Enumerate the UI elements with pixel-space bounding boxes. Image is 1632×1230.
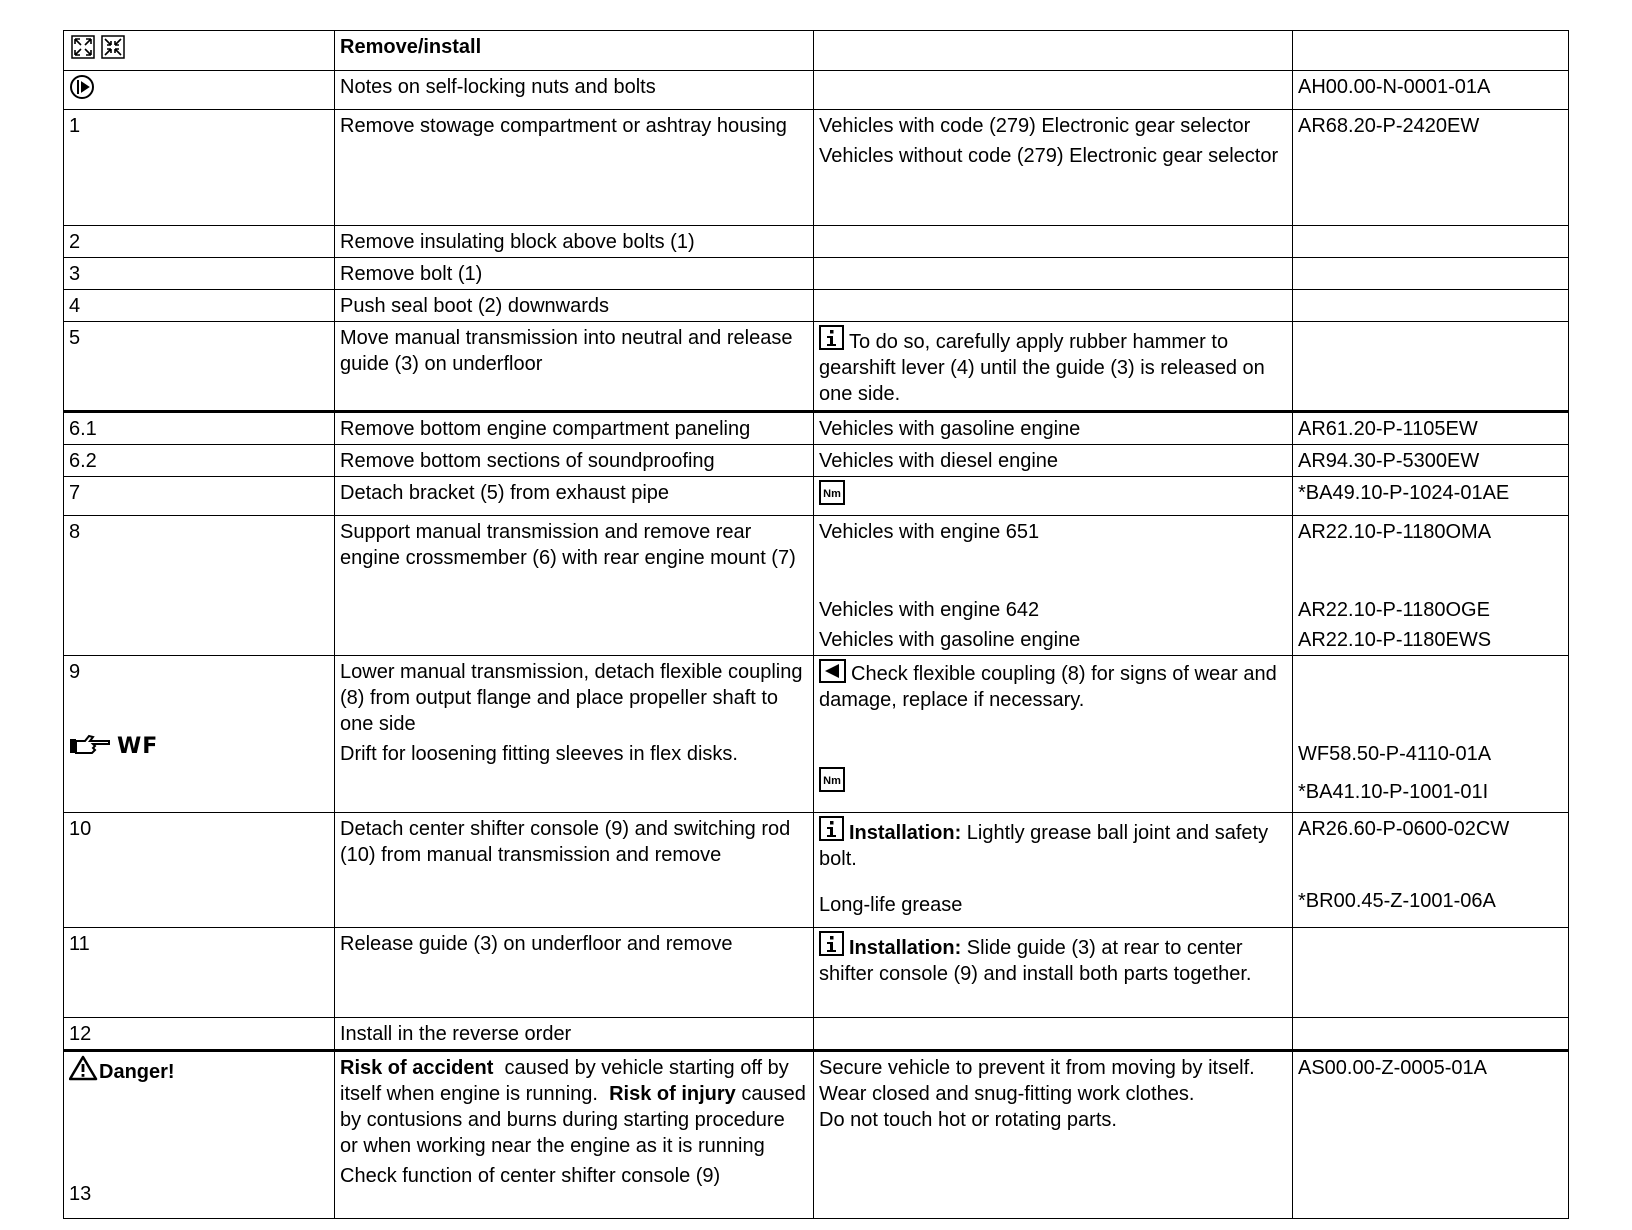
step-note: Lightly grease ball joint and safety bolt. <box>819 822 1269 870</box>
step-number: 4 <box>64 290 335 322</box>
step-text: Release guide (3) on underfloor and remove <box>335 928 814 1018</box>
info-icon <box>819 931 845 957</box>
step-number: 7 <box>64 477 335 516</box>
lubricant-note: Long-life grease <box>819 894 963 916</box>
installation-label: Installation: <box>849 822 962 844</box>
special-tool-label: WF <box>117 734 159 759</box>
table-row <box>64 656 1569 813</box>
step-ref: AR22.10-P-1180OMA <box>1298 521 1492 543</box>
step-text: Remove bottom sections of soundproofing <box>335 445 814 477</box>
safety-note: Secure vehicle to prevent it from moving by itself. <box>819 1057 1255 1079</box>
step-ref: AS00.00-Z-0005-01A <box>1293 1051 1569 1219</box>
step-text: Install in the reverse order <box>335 1018 814 1051</box>
step-note: Vehicles with gasoline engine <box>819 629 1081 651</box>
table-row <box>64 477 1569 516</box>
table-row <box>64 258 1569 290</box>
table-row <box>64 516 1569 656</box>
step-text: Remove bolt (1) <box>335 258 814 290</box>
step-text: Detach bracket (5) from exhaust pipe <box>335 477 814 516</box>
table-row <box>64 813 1569 928</box>
warning-triangle-icon <box>69 1055 99 1081</box>
svg-text:Nm: Nm <box>823 488 841 500</box>
risk-injury-label: Risk of injury <box>609 1083 736 1105</box>
step-note: Vehicles with engine 651 <box>819 521 1040 543</box>
notes-ref: AH00.00-N-0001-01A <box>1293 71 1569 110</box>
table-row <box>64 290 1569 322</box>
step-text: Remove bottom engine compartment paneling <box>335 412 814 445</box>
step-ref: AR22.10-P-1180EWS <box>1298 629 1492 651</box>
step-ref: AR22.10-P-1180OGE <box>1298 599 1490 621</box>
step-number: 5 <box>64 322 335 412</box>
table-header-row <box>64 31 1569 71</box>
step-number: 1 <box>64 110 335 226</box>
table-row <box>64 412 1569 445</box>
expand-arrows-icon <box>72 36 94 58</box>
step-note: Vehicles with code (279) Electronic gear selector <box>819 115 1251 137</box>
table-row <box>64 928 1569 1018</box>
step-ref: AR61.20-P-1105EW <box>1293 412 1569 445</box>
table-row <box>64 445 1569 477</box>
installation-label: Installation: <box>849 937 962 959</box>
step-note: To do so, carefully apply rubber hammer to gearshift lever (4) until the guide (3) is released on one side. <box>819 331 1265 405</box>
info-icon <box>819 325 845 351</box>
pointing-hand-icon <box>69 733 113 757</box>
procedure-table <box>63 30 1569 1219</box>
step-ref: *BA49.10-P-1024-01AE <box>1293 477 1569 516</box>
step-text: Lower manual transmission, detach flexible coupling (8) from output flange and place propeller shaft to one side <box>340 661 803 735</box>
table-row <box>64 110 1569 226</box>
step-number: 12 <box>64 1018 335 1051</box>
step-text: Remove stowage compartment or ashtray housing <box>335 110 814 226</box>
collapse-arrows-icon <box>102 36 124 58</box>
step-note: Slide guide (3) at rear to center shifter console (9) and install both parts together. <box>819 937 1252 985</box>
header-title: Remove/install <box>335 31 814 71</box>
step-number: 11 <box>64 928 335 1018</box>
step-ref: AR68.20-P-2420EW <box>1293 110 1569 226</box>
step-text: Move manual transmission into neutral and release guide (3) on underfloor <box>335 322 814 412</box>
step-number: 6.1 <box>64 412 335 445</box>
step-number: 8 <box>64 516 335 656</box>
step-number: 2 <box>64 226 335 258</box>
step-text: Push seal boot (2) downwards <box>335 290 814 322</box>
special-tool-marker <box>69 733 329 760</box>
info-icon <box>819 816 845 842</box>
inspection-arrow-icon <box>819 659 847 683</box>
step-note: Vehicles with gasoline engine <box>814 412 1293 445</box>
safety-note: Do not touch hot or rotating parts. <box>819 1109 1117 1131</box>
step-number: 13 <box>69 1183 92 1205</box>
expand-collapse-icons <box>69 34 129 60</box>
step-text: Detach center shifter console (9) and switching rod (10) from manual transmission and remove <box>335 813 814 928</box>
procedure-document <box>63 30 1568 1221</box>
step-note: Vehicles with diesel engine <box>814 445 1293 477</box>
notes-row <box>64 71 1569 110</box>
notes-text: Notes on self-locking nuts and bolts <box>335 71 814 110</box>
torque-nm-icon <box>819 480 847 506</box>
table-row <box>64 322 1569 412</box>
special-tool-text: Drift for loosening fitting sleeves in flex disks. <box>340 743 738 765</box>
table-row <box>64 1018 1569 1051</box>
step-ref: AR94.30-P-5300EW <box>1293 445 1569 477</box>
lubricant-ref: *BR00.45-Z-1001-06A <box>1298 890 1496 912</box>
torque-ref: *BA41.10-P-1001-01I <box>1298 781 1489 803</box>
danger-warning <box>69 1055 329 1085</box>
step-number: 9 <box>69 661 81 683</box>
danger-label: Danger! <box>99 1061 175 1083</box>
step-text: Remove insulating block above bolts (1) <box>335 226 814 258</box>
svg-text:Nm: Nm <box>823 775 841 787</box>
safety-note: Wear closed and snug-fitting work clothes. <box>819 1083 1195 1105</box>
header-icons-cell <box>64 31 335 71</box>
step-number: 3 <box>64 258 335 290</box>
table-row <box>64 1051 1569 1219</box>
notes-circle-icon <box>69 74 99 100</box>
step-number: 10 <box>64 813 335 928</box>
special-tool-ref: WF58.50-P-4110-01A <box>1298 743 1492 765</box>
risk-accident-label: Risk of accident <box>340 1057 494 1079</box>
risk-text: Risk of accident caused by vehicle starting off by itself when engine is running. Risk of injury caused by contusions and burns during starting procedure or when working near the engine as it is running <box>340 1057 806 1157</box>
table-row <box>64 226 1569 258</box>
step-note: Vehicles with engine 642 <box>819 599 1040 621</box>
step-note: Vehicles without code (279) Electronic gear selector <box>819 145 1279 167</box>
step-note: Check flexible coupling (8) for signs of wear and damage, replace if necessary. <box>819 663 1277 711</box>
torque-nm-icon <box>819 767 847 793</box>
step-text: Support manual transmission and remove rear engine crossmember (6) with rear engine mount (7) <box>335 516 814 656</box>
step-number: 6.2 <box>64 445 335 477</box>
step-ref: AR26.60-P-0600-02CW <box>1298 818 1510 840</box>
step-text: Check function of center shifter console (9) <box>340 1165 721 1187</box>
